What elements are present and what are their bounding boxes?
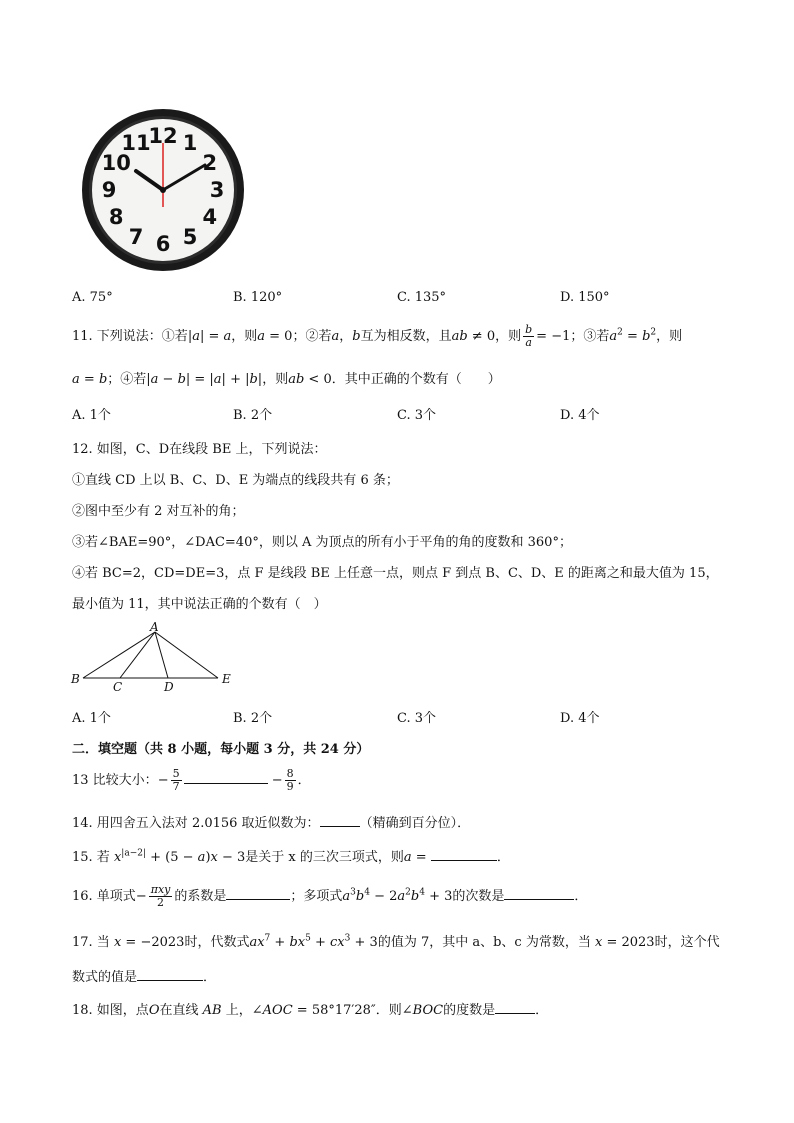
q18: 18. 如图，点O在直线 AB 上，∠AOC = 58°17′28″．则∠BOC的度数是 ． xyxy=(72,1003,549,1018)
clock-numeral: 11 xyxy=(121,131,151,156)
q12-line6: 最小值为 11，其中说法正确的个数有（ ） xyxy=(72,597,327,612)
option-b: B. 120° xyxy=(233,290,283,305)
q13: 13 比较大小：− $\frac{5}{7}$ − $\frac{8}{9}$ ． xyxy=(72,767,311,793)
clock-numeral: 7 xyxy=(128,224,144,249)
section-heading: 二．填空题（共 8 小题，每小题 3 分，共 24 分） xyxy=(72,742,370,757)
label-d: D xyxy=(164,680,174,694)
option-d: D. 150° xyxy=(560,290,610,305)
option-c: C. 3个 xyxy=(397,408,437,423)
option-b: B. 2个 xyxy=(233,711,273,726)
option-d: D. 4个 xyxy=(560,711,600,726)
clock-image xyxy=(80,107,246,273)
clock-numeral: 1 xyxy=(182,131,198,156)
q16: 16. 单项式− $\frac{\text{πxy}}{2}$ 的系数是 ；多项式$a^3b^4 - 2a^2b^4 + 3$的次数是 ． xyxy=(72,883,588,909)
clock-numeral: 4 xyxy=(202,205,218,229)
option-a: A. 75° xyxy=(72,290,113,305)
option-b: B. 2个 xyxy=(233,408,273,423)
clock-numeral: 9 xyxy=(101,178,117,202)
q12-line3: ②图中至少有 2 对互补的角； xyxy=(72,504,245,519)
option-c: C. 135° xyxy=(397,290,447,305)
clock-numeral: 2 xyxy=(202,151,218,175)
label-e: E xyxy=(222,672,231,686)
clock-numeral: 5 xyxy=(182,224,198,249)
label-a: A xyxy=(150,620,159,634)
option-a: A. 1个 xyxy=(72,711,111,726)
clock-numeral: 12 xyxy=(148,124,178,148)
label-c: C xyxy=(113,680,123,694)
q10-options xyxy=(72,290,732,310)
q11-line1: 11. 下列说法：①若|a| = a，则a = 0；②若a，b互为相反数，且ab ≠ 0，则 $\frac{b}{a}$ = −1；③若$a^2 = b^2$，则 xyxy=(72,323,683,349)
label-b: B xyxy=(71,672,80,686)
option-a: A. 1个 xyxy=(72,408,111,423)
q11-options xyxy=(72,404,732,424)
q12-options xyxy=(72,707,732,727)
q17-line1: 17. 当 x = −2023时，代数式$ax^7 + bx^5 + cx^3 + 3$的值为 7，其中 a、b、c 为常数，当 x = 2023时，这个代 xyxy=(72,933,720,950)
clock-numeral: 3 xyxy=(209,178,225,202)
q14: 14. 用四舍五入法对 2.0156 取近似数为： （精确到百分位）． xyxy=(72,816,471,831)
q15: 15. 若 $x^{|a-2|} + (5 - a)x - 3$是关于 x 的三次三项式，则a = ． xyxy=(72,848,510,865)
clock-numeral: 6 xyxy=(155,232,171,256)
q11-line2: a = b；④若|a − b| = |a| + |b|，则ab < 0．其中正确的个数有（ ） xyxy=(72,372,501,387)
clock-numeral: 8 xyxy=(108,205,124,229)
q12-line5: ④若 BC=2，CD=DE=3，点 F 是线段 BE 上任意一点，则点 F 到点 B、C、D、E 的距离之和最大值为 15， xyxy=(72,566,719,581)
q12-line2: ①直线 CD 上以 B、C、D、E 为端点的线段共有 6 条； xyxy=(72,473,399,488)
option-d: D. 4个 xyxy=(560,408,600,423)
q12-figure xyxy=(68,620,238,696)
q12-line4: ③若∠BAE=90°，∠DAC=40°，则以 A 为顶点的所有小于平角的角的度数和 360°； xyxy=(72,535,572,550)
q17-line2: 数式的值是 ． xyxy=(72,970,217,985)
q12-line1: 12. 如图，C、D在线段 BE 上，下列说法： xyxy=(72,442,327,457)
clock-numeral: 10 xyxy=(101,151,131,175)
option-c: C. 3个 xyxy=(397,711,437,726)
